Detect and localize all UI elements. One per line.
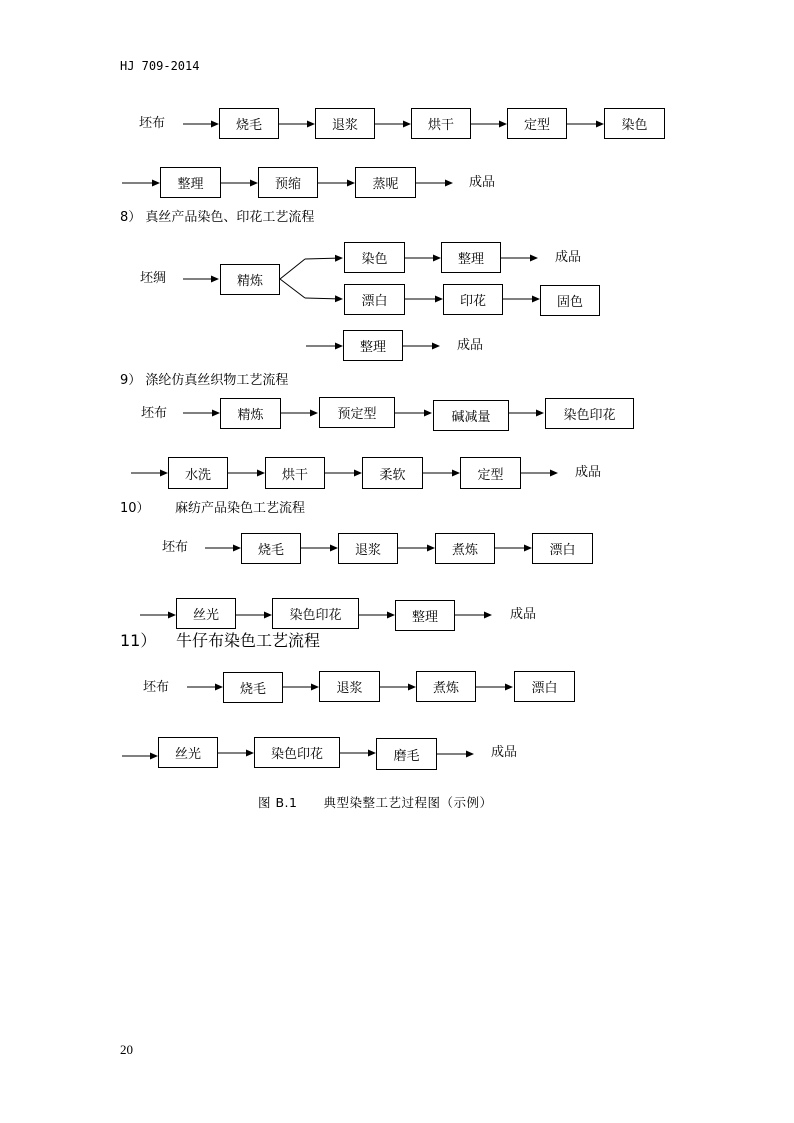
page-number: 20: [120, 1042, 133, 1057]
process-box: 水洗: [168, 457, 228, 489]
flow-end-label: 成品: [457, 338, 484, 353]
process-box: 磨毛: [376, 738, 437, 770]
flow-start-label: 坯布: [162, 540, 189, 555]
section-title: 8） 真丝产品染色、印花工艺流程: [120, 210, 315, 225]
process-box: 染色: [604, 108, 665, 139]
flow-start-label: 坯布: [143, 680, 170, 695]
section-number: 11）: [120, 631, 157, 650]
section-title: 麻纺产品染色工艺流程: [175, 501, 306, 516]
process-box: 整理: [160, 167, 221, 198]
process-box: 退浆: [338, 533, 398, 564]
flow-end-label: 成品: [510, 607, 537, 622]
section-title: 9） 涤纶仿真丝织物工艺流程: [120, 373, 289, 388]
process-box: 固色: [540, 285, 600, 316]
flow-start-label: 坯布: [139, 116, 166, 131]
process-box: 煮炼: [416, 671, 476, 702]
process-box: 整理: [343, 330, 403, 361]
process-box: 染色印花: [254, 737, 340, 768]
process-box: 精炼: [220, 398, 281, 429]
section-title: 牛仔布染色工艺流程: [176, 631, 321, 650]
process-box: 烧毛: [241, 533, 301, 564]
flow-end-label: 成品: [491, 745, 518, 760]
flow-end-label: 成品: [555, 250, 582, 265]
process-box: 烧毛: [223, 672, 283, 703]
process-box: 漂白: [514, 671, 575, 702]
process-box: 丝光: [158, 737, 218, 768]
process-box: 烘干: [411, 108, 471, 139]
process-box: 碱减量: [433, 400, 509, 431]
process-box: 染色印花: [272, 598, 359, 629]
process-box: 退浆: [315, 108, 375, 139]
process-box: 整理: [395, 600, 455, 631]
process-box: 染色印花: [545, 398, 634, 429]
process-box: 煮炼: [435, 533, 495, 564]
process-box: 烘干: [265, 457, 325, 489]
flow-start-label: 坯绸: [140, 271, 167, 286]
process-box: 丝光: [176, 598, 236, 629]
process-box: 预定型: [319, 397, 395, 428]
figure-caption: 图 B.1 典型染整工艺过程图（示例）: [258, 795, 493, 810]
process-box: 整理: [441, 242, 501, 273]
process-box: 精炼: [220, 264, 280, 295]
process-box: 漂白: [532, 533, 593, 564]
process-box: 漂白: [344, 284, 405, 315]
flow-end-label: 成品: [469, 175, 496, 190]
flow-start-label: 坯布: [141, 406, 168, 421]
process-box: 退浆: [319, 671, 380, 702]
process-box: 定型: [460, 457, 521, 489]
process-box: 烧毛: [219, 108, 279, 139]
process-box: 染色: [344, 242, 405, 273]
section-number: 10）: [120, 501, 150, 516]
flow-end-label: 成品: [575, 465, 602, 480]
process-box: 印花: [443, 284, 503, 315]
process-box: 柔软: [362, 457, 423, 489]
process-box: 定型: [507, 108, 567, 139]
process-box: 蒸呢: [355, 167, 416, 198]
process-box: 预缩: [258, 167, 318, 198]
document-code: HJ 709-2014: [120, 59, 200, 73]
